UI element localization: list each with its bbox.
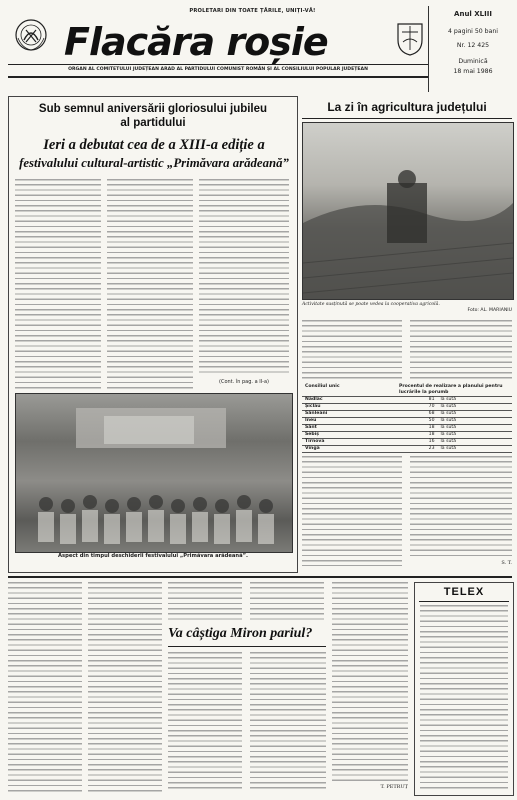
lead-article [8, 96, 298, 573]
masthead [0, 0, 517, 92]
bottom-left-col1 [8, 582, 82, 794]
table-cell-name: Ineu [302, 418, 396, 425]
agri-text-filler [410, 320, 512, 380]
middle-top-col1 [168, 582, 242, 622]
middle-text-filler [250, 652, 326, 792]
table-cell-value: 18 [396, 425, 438, 432]
agriculture-table-row [302, 411, 512, 418]
table-header-cell: Consiliul unic [302, 384, 396, 397]
table-cell-value: 16 [396, 439, 438, 446]
masthead-rule-bottom [8, 76, 428, 78]
lead-kicker-line2: al partidului [120, 117, 186, 129]
agriculture-headline: La zi în agricultura județului [327, 100, 487, 114]
agriculture-table-row [302, 432, 512, 439]
table-header-cell: Procentul de realizare a planului pentru lucrările la porumb [396, 384, 512, 397]
table-cell-name: Nădlac [302, 397, 396, 404]
agriculture-table-row [302, 439, 512, 446]
telex-box [414, 582, 514, 796]
lead-headline-line1: Ieri a debutat cea de a XIII-a ediție a [43, 137, 265, 153]
party-emblem-icon [14, 18, 48, 52]
table-cell-value: 68 [396, 411, 438, 418]
lead-body-col3 [199, 179, 289, 375]
agri-text-filler [410, 456, 512, 560]
table-cell-name: Sebiș [302, 432, 396, 439]
middle-text-filler [168, 582, 242, 622]
telex-body [420, 605, 508, 791]
table-cell-value: 18 [396, 432, 438, 439]
agriculture-table-row [302, 397, 512, 404]
agriculture-photo [302, 122, 514, 300]
middle-top-col2 [250, 582, 324, 622]
table-cell-unit: la sută [438, 411, 512, 418]
table-cell-value: 70 [396, 404, 438, 411]
agriculture-table [302, 384, 512, 453]
middle-headline-rule [168, 646, 326, 647]
masthead-subtitle: ORGAN AL COMITETULUI JUDEȚEAN ARAD AL PARTIDULUI COMUNIST ROMÂN ȘI AL CONSILIULUI POPULAR JUDEȚEAN [68, 67, 368, 72]
lead-text-filler [199, 179, 289, 375]
agriculture-signature: S. T. [501, 560, 512, 566]
agriculture-table-row [302, 404, 512, 411]
middle-body-col1 [168, 652, 242, 792]
agri-text-filler [302, 320, 402, 380]
agriculture-table-row [302, 418, 512, 425]
agriculture-photo-byline: Foto: AL. MARIANIU [467, 308, 512, 313]
middle-text-filler [332, 582, 408, 782]
table-cell-name: Vinga [302, 446, 396, 453]
table-cell-name: Sânt [302, 425, 396, 432]
top-slogan: PROLETARI DIN TOATE ȚĂRILE, UNIȚI-VĂ! [189, 8, 316, 14]
agri-body-col1 [302, 320, 402, 380]
lead-kicker-line1: Sub semnul aniversării gloriosului jubileu [38, 103, 268, 115]
table-cell-unit: la sută [438, 446, 512, 453]
agriculture-article [302, 96, 512, 571]
agriculture-table-row [302, 425, 512, 432]
lead-continued-label: (Cont. în pag. a II-a) [219, 379, 269, 385]
issue-number-label: Nr. 12 425 [456, 42, 490, 49]
lead-text-filler [15, 179, 101, 391]
agriculture-table-header [302, 384, 512, 397]
telex-text-filler [420, 605, 508, 791]
lead-photo-caption: Aspect din timpul deschiderii festivalului „Primăvara arădeană”. [58, 553, 248, 559]
table-cell-name: Tîrnova [302, 439, 396, 446]
telex-rule [419, 601, 509, 602]
table-cell-unit: la sută [438, 439, 512, 446]
middle-story [168, 582, 408, 796]
county-coat-of-arms-icon [396, 22, 424, 56]
lead-text-filler [107, 179, 193, 391]
table-cell-unit: la sută [438, 404, 512, 411]
lead-photo [15, 393, 293, 553]
middle-signature: T. PETRUȚ [380, 784, 408, 790]
bottom-text-filler [88, 582, 162, 794]
agri-body-col4 [410, 456, 512, 560]
table-cell-unit: la sută [438, 418, 512, 425]
table-cell-value: 50 [396, 418, 438, 425]
lead-body-col1 [15, 179, 101, 391]
date-label: 18 mai 1986 [453, 68, 493, 75]
pages-price-label: 4 pagini 50 bani [447, 28, 499, 35]
agri-body-col2 [410, 320, 512, 380]
middle-body-col2 [250, 652, 326, 792]
agriculture-table-row [302, 446, 512, 453]
table-cell-unit: la sută [438, 432, 512, 439]
table-cell-value: 23 [396, 446, 438, 453]
bottom-left-col2 [88, 582, 162, 794]
bottom-text-filler [8, 582, 82, 794]
year-label: Anul XLIII [454, 10, 492, 18]
middle-text-filler [168, 652, 242, 792]
weekday-label: Duminică [458, 58, 488, 65]
masthead-rule-top [8, 64, 428, 65]
table-cell-value: 81 [396, 397, 438, 404]
table-cell-unit: la sută [438, 425, 512, 432]
bottom-separator [8, 576, 512, 578]
lead-body-col2 [107, 179, 193, 391]
table-cell-name: Sânleani [302, 411, 396, 418]
middle-text-filler [250, 582, 324, 622]
lead-headline-line2: festivalului cultural-artistic „Primăvara arădeană” [19, 156, 289, 170]
middle-headline: Va câștiga Miron pariul? [168, 626, 313, 641]
table-cell-unit: la sută [438, 397, 512, 404]
middle-top-col3 [332, 582, 408, 782]
agri-body-col3 [302, 456, 402, 566]
masthead-title: Flacăra roșie [64, 20, 328, 64]
issue-info-box [428, 6, 513, 92]
agriculture-photo-caption: Activitate susținută se poate vedea la cooperativa agricolă. [302, 302, 440, 307]
table-cell-name: Șiclău [302, 404, 396, 411]
agri-text-filler [302, 456, 402, 566]
agriculture-rule [302, 118, 512, 119]
telex-title: TELEX [443, 586, 485, 598]
